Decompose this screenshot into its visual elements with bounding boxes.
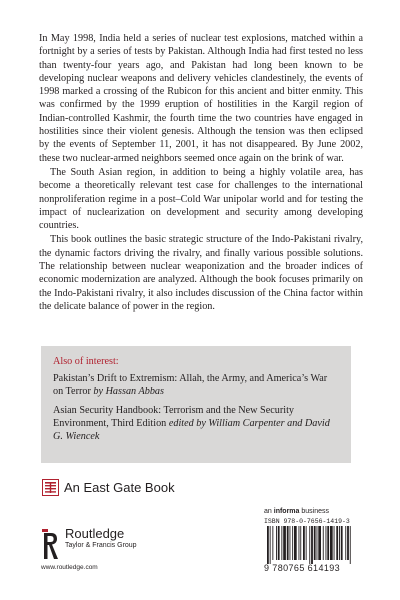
related-title-byline: by Hassan Abbas <box>93 386 164 398</box>
east-gate-logo-icon <box>42 479 59 496</box>
related-title: Pakistan’s Drift to Extremism: Allah, the Army, and America’s War on Terror <box>53 373 328 398</box>
barcode-digits: 9 780765 614193 <box>264 563 341 573</box>
description-paragraph: The South Asian region, in addition to being a highly volatile area, has become a theoretically relevant test case for challenges to the international nonproliferation regime in a post–Cold War unipolar world and for testing the impact of nuclearization on development and security among developing countries. <box>39 166 363 232</box>
informa-suffix: business <box>301 508 330 515</box>
related-title-entry <box>53 372 339 399</box>
informa-business-line <box>264 508 329 515</box>
related-title-byline: edited by William Carpenter and David G. Wiencek <box>53 417 330 443</box>
book-description <box>39 32 363 313</box>
also-of-interest-heading: Also of interest: <box>53 356 119 367</box>
publisher-url: www.routledge.com <box>41 564 98 571</box>
related-title: Asian Security Handbook: Terrorism and the New Security Environment, Third Edition <box>53 404 294 429</box>
description-paragraph: In May 1998, India held a series of nuclear test explosions, matched within a fortnight by a series of tests by Pakistan. Although India had first tested no less than twenty-four years ago, and Pakistan had long been known to be developing nuclear weapons and delivery vehicles clandestinely, the events of 1998 marked a crossing of the Rubicon for this ancient and bitter enmity. This was confirmed by the 1999 eruption of hostilities in the Kargil region of Indian-controlled Kashmir, the fourth time the two countries have engaged in hostilities since their violent genesis. Although the tension was then eclipsed by the events of September 11, 2001, it has not disappeared. By June 2002, these two nuclear-armed neighbors seemed once again on the brink of war. <box>39 33 363 164</box>
publisher-group: Taylor & Francis Group <box>65 542 137 549</box>
informa-name: informa <box>273 508 300 515</box>
routledge-logo-icon <box>41 527 61 561</box>
publisher-name: Routledge <box>65 526 125 541</box>
isbn-number: ISBN 978-0-7656-1419-3 <box>264 518 350 525</box>
informa-prefix: an <box>264 508 272 515</box>
isbn-barcode-block <box>264 518 369 573</box>
east-gate-label: An East Gate Book <box>64 480 175 495</box>
also-of-interest-box <box>41 346 351 463</box>
description-paragraph: This book outlines the basic strategic structure of the Indo-Pakistani rivalry, the dynamic factors driving the rivalry, and finally various possible solutions. The relationship between nuclear weaponization and the broader indices of economic modernization are analyzed. Although the book focuses primarily on the Indo-Pakistani rivalry, it also includes discussion of the China factor within the delicate balance of power in the region. <box>39 234 363 312</box>
barcode-icon <box>264 526 369 564</box>
related-title-entry <box>53 404 339 444</box>
east-gate-imprint <box>42 479 175 496</box>
